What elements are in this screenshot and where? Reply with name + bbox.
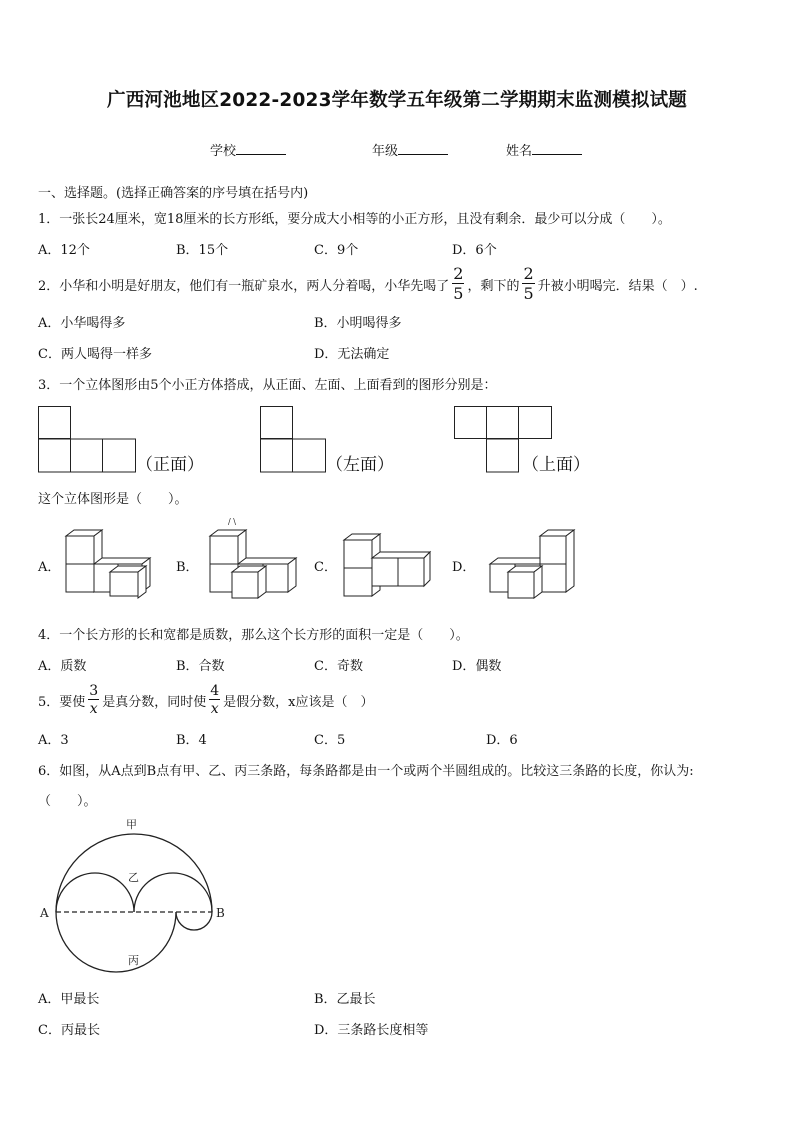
q3-option-b-figure <box>204 517 300 602</box>
q4-option-a: A．质数 <box>38 659 87 674</box>
name-field <box>506 140 582 159</box>
q6-option-d: D．三条路长度相等 <box>314 1023 429 1038</box>
front-view-figure <box>38 406 138 474</box>
q2-text-a: 2．小华和小明是好朋友，他们有一瓶矿泉水，两人分着喝，小华先喝了 <box>38 278 450 294</box>
q6-option-c: C．丙最长 <box>38 1023 100 1038</box>
q3-option-d-label: D． <box>452 560 476 575</box>
q5-option-c: C．5 <box>314 733 346 748</box>
q3-option-a-label: A． <box>38 560 61 575</box>
q5-frac1-den: x <box>89 701 98 717</box>
label-jia: 甲 <box>126 818 137 831</box>
q1-option-b: B．15个 <box>176 243 229 258</box>
q2-fraction-1 <box>452 266 464 302</box>
grade-blank <box>398 142 448 155</box>
school-blank <box>236 142 286 155</box>
q1-option-d: D．6个 <box>452 243 497 258</box>
q4-option-c: C．奇数 <box>314 659 363 674</box>
svg-text:/ \: / \ <box>228 517 236 526</box>
q2-frac1-den: 5 <box>453 284 464 303</box>
page-title: 广西河池地区2022-2023学年数学五年级第二学期期末监测模拟试题 <box>107 90 687 111</box>
q5-fraction-1 <box>88 684 99 716</box>
q3-option-c-label: C． <box>314 560 337 575</box>
q5-frac2-den: x <box>210 701 219 717</box>
label-bing: 丙 <box>128 954 139 967</box>
q5-option-d: D．6 <box>486 733 518 748</box>
q3-option-d-figure <box>486 528 576 600</box>
question-5 <box>38 683 373 717</box>
q3-ask: 这个立体图形是（ ）。 <box>38 492 188 507</box>
q5-text-b: 是真分数，同时使 <box>102 694 207 710</box>
question-1: 1．一张长24厘米，宽18厘米的长方形纸，要分成大小相等的小正方形，且没有剩余．最少可以分成（ ）。 <box>38 212 671 227</box>
question-4: 4．一个长方形的长和宽都是质数，那么这个长方形的面积一定是（ ）。 <box>38 628 469 643</box>
q2-option-a: A．小华喝得多 <box>38 316 126 331</box>
q2-frac2-den: 5 <box>523 284 534 303</box>
question-3: 3．一个立体图形由5个小正方体搭成，从正面、左面、上面看到的图形分别是： <box>38 378 497 393</box>
q2-option-b: B．小明喝得多 <box>314 316 402 331</box>
q2-text-c: 升被小明喝完．结果（ ）. <box>537 278 698 294</box>
q6-option-b: B．乙最长 <box>314 992 376 1007</box>
q2-fraction-2 <box>522 266 534 302</box>
q5-frac1-num: 3 <box>89 683 99 699</box>
label-b: B <box>216 906 225 920</box>
q2-option-d: D．无法确定 <box>314 347 390 362</box>
question-6-blank: （ ）。 <box>38 794 97 809</box>
grade-label: 年级 <box>372 144 399 159</box>
q5-text-c: 是假分数，x应该是（ ） <box>223 694 374 710</box>
q3-option-b-label: B． <box>176 560 199 575</box>
top-view-label: （上面） <box>522 455 590 475</box>
q2-frac1-num: 2 <box>453 264 464 283</box>
q1-option-a: A．12个 <box>38 243 90 258</box>
name-label: 姓名 <box>506 144 533 159</box>
q5-frac2-num: 4 <box>210 683 220 699</box>
q6-option-a: A．甲最长 <box>38 992 100 1007</box>
q5-fraction-2 <box>209 684 220 716</box>
front-view-label: （正面） <box>136 455 204 475</box>
question-6: 6．如图，从A点到B点有甲、乙、丙三条路，每条路都是由一个或两个半圆组成的。比较这三条路的长度，你认为: <box>38 764 694 779</box>
q4-option-d: D．偶数 <box>452 659 502 674</box>
school-label: 学校 <box>210 144 237 159</box>
left-view-figure <box>260 406 330 474</box>
left-view-label: （左面） <box>326 455 394 475</box>
q2-option-c: C．两人喝得一样多 <box>38 347 152 362</box>
label-yi: 乙 <box>128 871 139 884</box>
q4-option-b: B．合数 <box>176 659 225 674</box>
q3-option-c-figure <box>340 530 434 600</box>
grade-field <box>372 140 448 159</box>
question-2 <box>38 266 698 302</box>
q5-text-a: 5．要使 <box>38 694 86 710</box>
label-a: A <box>40 906 49 920</box>
q6-semicircle-figure <box>36 814 236 974</box>
name-blank <box>532 142 582 155</box>
q5-option-b: B．4 <box>176 733 207 748</box>
q2-text-b: ，剩下的 <box>467 278 520 294</box>
school-field <box>210 140 286 159</box>
q3-option-a-figure <box>62 528 154 598</box>
q2-frac2-num: 2 <box>523 264 534 283</box>
q5-option-a: A．3 <box>38 733 69 748</box>
q1-option-c: C．9个 <box>314 243 359 258</box>
section-heading: 一、选择题。(选择正确答案的序号填在括号内) <box>38 186 309 201</box>
